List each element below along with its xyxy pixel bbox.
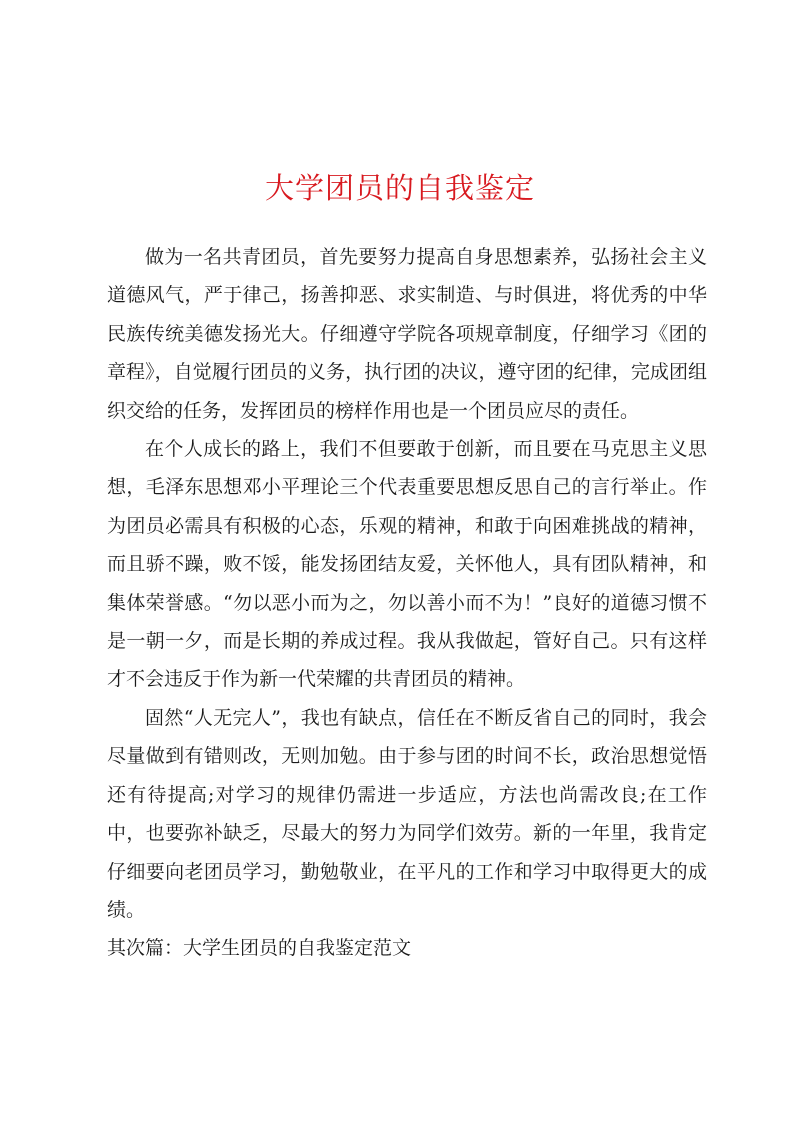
paragraph-1: 做为一名共青团员，首先要努力提高自身思想素养，弘扬社会主义道德风气，严于律己，扬善抑恶、求实制造、与时俱进，将优秀的中华民族传统美德发扬光大。仔细遵守学院各项规章制度，仔细学习《团的章程》，自觉履行团员的义务，执行团的决议，遵守团的纪律，完成团组织交给的任务，发挥团员的榜样作用也是一个团员应尽的责任。 bbox=[107, 246, 707, 422]
paragraph-3: 固然“人无完人”，我也有缺点，信任在不断反省自己的同时，我会尽量做到有错则改，无则加勉。由于参与团的时间不长，政治思想觉悟还有待提高;对学习的规律仍需进一步适应，方法也尚需改良;在工作中，也要弥补缺乏，尽最大的努力为同学们效劳。新的一年里，我肯定仔细要向老团员学习，勤勉敬业，在平凡的工作和学习中取得更大的成绩。 bbox=[107, 706, 707, 921]
document-body bbox=[107, 238, 707, 968]
paragraph-2: 在个人成长的路上，我们不但要敢于创新，而且要在马克思主义思想，毛泽东思想邓小平理论三个代表重要思想反思自己的言行举止。作为团员必需具有积极的心态，乐观的精神，和敢于向困难挑战的精神，而且骄不躁，败不馁，能发扬团结友爱，关怀他人，具有团队精神，和集体荣誉感。“勿以恶小而为之，勿以善小而不为！”良好的道德习惯不是一朝一夕，而是长期的养成过程。我从我做起，管好自己。只有这样才不会违反于作为新一代荣耀的共青团员的精神。 bbox=[107, 438, 707, 691]
next-section-heading: 其次篇：大学生团员的自我鉴定范文 bbox=[107, 937, 412, 960]
document-title: 大学团员的自我鉴定 bbox=[264, 171, 535, 205]
